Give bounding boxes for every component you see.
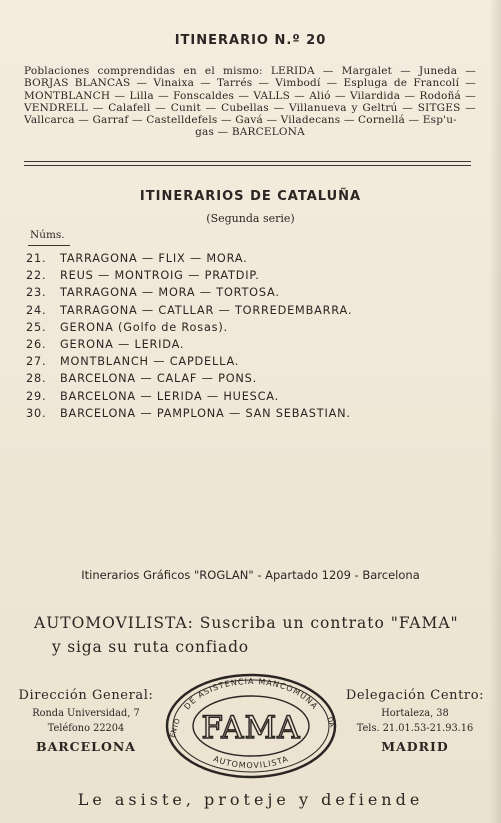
route-item [26, 388, 466, 405]
seal-ring-left: ENTO [168, 717, 182, 739]
route-item [26, 319, 466, 336]
route-text: MONTBLANCH — CAPDELLA. [60, 355, 240, 369]
head-office-city: BARCELONA [36, 739, 136, 754]
catalog-subtitle: (Segunda serie) [206, 212, 295, 225]
branch-office-label: Delegación Centro: [345, 688, 485, 703]
route-number: 24. [26, 303, 47, 317]
head-office-block [16, 688, 156, 754]
head-office-phone: Teléfono 22204 [47, 723, 125, 734]
route-number: 26. [26, 337, 47, 351]
route-item [26, 370, 466, 387]
head-office-label: Dirección General: [18, 688, 154, 703]
route-text: GERONA (Golfo de Rosas). [60, 320, 228, 334]
advert-headline: AUTOMOVILISTA: Suscriba un contrato "FAMA" [34, 614, 459, 632]
route-item [26, 250, 466, 267]
route-item [26, 267, 466, 284]
branch-office-address: Hortaleza, 38 [381, 708, 449, 719]
route-number: 23. [26, 286, 47, 300]
route-number: 30. [26, 406, 47, 420]
route-item [26, 405, 466, 422]
route-text: BARCELONA — CALAF — PONS. [60, 372, 258, 386]
seal-name: FAMA [201, 710, 301, 746]
towns-paragraph [24, 65, 476, 139]
publisher-line: Itinerarios Gráficos "ROGLAN" - Apartado 1209 - Barcelona [81, 568, 420, 582]
route-text: TARRAGONA — CATLLAR — TORREDEMBARRA. [60, 303, 353, 317]
numbers-header: Núms. [30, 229, 65, 241]
route-text: BARCELONA — PAMPLONA — SAN SEBASTIAN. [60, 406, 351, 420]
fama-seal-logo [163, 672, 339, 780]
divider-top [24, 161, 471, 162]
towns-last-line: gas — BARCELONA [195, 126, 305, 139]
route-text: TARRAGONA — FLIX — MORA. [60, 252, 248, 265]
route-text: GERONA — LERIDA. [60, 337, 185, 351]
route-item [26, 302, 466, 319]
numbers-underline [28, 245, 70, 246]
route-number: 28. [26, 372, 47, 386]
route-item [26, 284, 466, 301]
route-item [26, 353, 466, 370]
advert-subline: y siga su ruta confiado [52, 638, 249, 656]
route-item [26, 336, 466, 353]
catalog-title: ITINERARIOS DE CATALUÑA [139, 189, 362, 204]
seal-ring-bottom: AUTOMOVILISTA [212, 754, 290, 771]
itinerary-title: ITINERARIO N.º 20 [174, 33, 327, 48]
route-text: BARCELONA — LERIDA — HUESCA. [60, 389, 280, 403]
route-list [26, 250, 466, 422]
branch-office-block [340, 688, 490, 754]
route-number: 27. [26, 355, 47, 369]
route-text: REUS — MONTROIG — PRATDIP. [60, 269, 260, 283]
page-edge-shadow [489, 0, 501, 823]
route-number: 21. [26, 252, 47, 265]
advert-tagline: Le asiste, proteje y defiende [77, 790, 424, 809]
towns-text: Poblaciones comprendidas en el mismo: LERIDA — Margalet — Juneda — BORJAS BLANCAS — Vinaixa — Tarrés — Vimbodí — Espluga de Francolí — MONTBLANCH — Lilla — Fonscaldes — VALLS — Alió — Vilardida — Rodoñá — VENDRELL — Calafell — Cunit — Cubellas — Villanueva y Geltrú — SITGES — Vallcarca — Garraf — Castelldefels — Gavá — Viladecans — Cornellá — Esp'u- [24, 65, 476, 127]
seal-ring-right: DA [325, 715, 337, 729]
route-number: 25. [26, 320, 47, 334]
branch-office-city: MADRID [381, 739, 449, 754]
route-text: TARRAGONA — MORA — TORTOSA. [60, 286, 280, 300]
branch-office-phone: Tels. 21.01.53-21.93.16 [356, 723, 474, 734]
seal-ring-top: DE ASISTENCIA MANCOMUNA [182, 676, 320, 712]
head-office-address: Ronda Universidad, 7 [32, 708, 140, 719]
svg-text:DE ASISTENCIA MANCOMUNA [182, 677, 319, 711]
route-number: 22. [26, 269, 47, 283]
route-number: 29. [26, 389, 47, 403]
divider-bottom [24, 165, 471, 166]
